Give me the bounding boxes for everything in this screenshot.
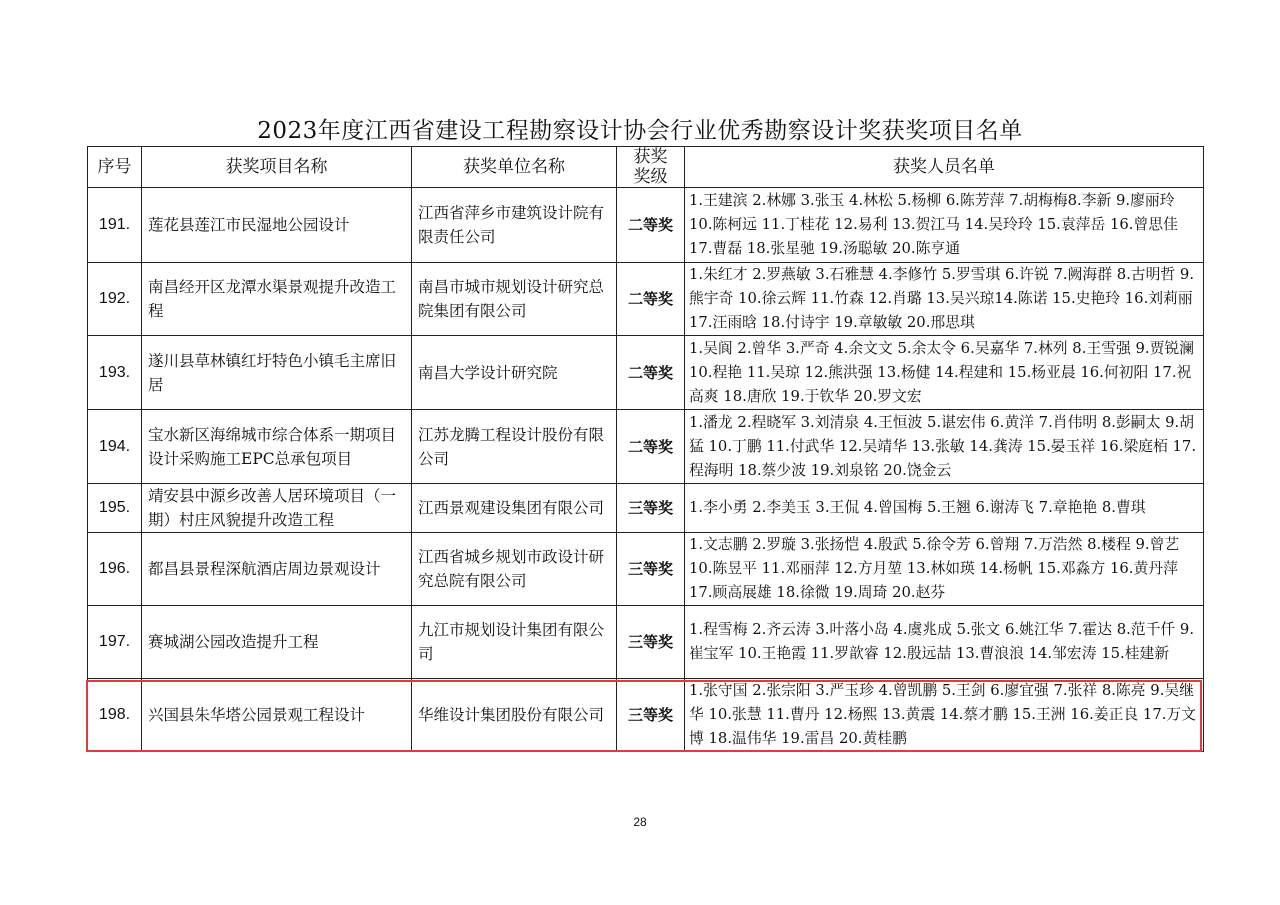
- table-header-row: [88, 147, 1204, 188]
- row-number: 195.: [88, 484, 142, 533]
- row-number: 196.: [88, 533, 142, 606]
- award-grade: 三等奖: [617, 606, 685, 679]
- project-name: 都昌县景程深航酒店周边景观设计: [142, 533, 412, 606]
- table-row: [88, 679, 1204, 752]
- project-name: 宝水新区海绵城市综合体系一期项目设计采购施工EPC总承包项目: [142, 410, 412, 484]
- staff-list: 1.程雪梅 2.齐云涛 3.叶落小岛 4.虞兆成 5.张文 6.姚江华 7.霍达 8.范千仟 9.崔宝军 10.王艳霞 11.罗歆睿 12.殷远喆 13.曹浪浪 14.邹宏涛 15.桂建新: [685, 606, 1204, 679]
- unit-name: 南昌市城市规划设计研究总院集团有限公司: [412, 263, 617, 336]
- row-number: 194.: [88, 410, 142, 484]
- staff-list: 1.潘龙 2.程晓军 3.刘清泉 4.王恒波 5.谌宏伟 6.黄洋 7.肖伟明 8.彭嗣太 9.胡猛 10.丁鹏 11.付武华 12.吴靖华 13.张敏 14.龚涛 15.晏玉祥 16.梁庭栢 17.程海明 18.蔡少波 19.刘泉铭 20.饶金云: [685, 410, 1204, 484]
- unit-name: 九江市规划设计集团有限公司: [412, 606, 617, 679]
- award-grade: 三等奖: [617, 533, 685, 606]
- page-number: 28: [633, 815, 647, 829]
- project-name: 兴国县朱华塔公园景观工程设计: [142, 679, 412, 752]
- header-grade: [617, 147, 685, 188]
- table-row: [88, 533, 1204, 606]
- document-title: 2023年度江西省建设工程勘察设计协会行业优秀勘察设计奖获奖项目名单: [257, 118, 1023, 144]
- staff-list: 1.吴阆 2.曾华 3.严奇 4.余文文 5.余太令 6.吴嘉华 7.林列 8.王雪强 9.贾锐澜 10.程艳 11.吴琼 12.熊洪强 13.杨健 14.程建和 15.杨亚晨 16.何初阳 17.祝高爽 18.唐欣 19.于钦华 20.罗文宏: [685, 336, 1204, 410]
- header-unit: 获奖单位名称: [412, 147, 617, 188]
- unit-name: 江苏龙腾工程设计股份有限公司: [412, 410, 617, 484]
- award-grade: 三等奖: [617, 679, 685, 752]
- table-row: [88, 484, 1204, 533]
- staff-list: 1.文志鹏 2.罗璇 3.张扬恺 4.殷武 5.徐令芳 6.曾翔 7.万浩然 8.楼程 9.曾艺 10.陈昱平 11.邓丽萍 12.方月堃 13.林如瑛 14.杨帆 15.邓淼方 16.黄丹萍 17.顾高展雄 18.徐微 19.周琦 20.赵芬: [685, 533, 1204, 606]
- project-name: 赛城湖公园改造提升工程: [142, 606, 412, 679]
- staff-list: 1.李小勇 2.李美玉 3.王侃 4.曾国梅 5.王翘 6.谢涛飞 7.章艳艳 8.曹琪: [685, 484, 1204, 533]
- staff-list: 1.王建滨 2.林娜 3.张玉 4.林松 5.杨柳 6.陈芳萍 7.胡梅梅8.李新 9.廖丽玲 10.陈柯远 11.丁桂花 12.易利 13.贺江马 14.吴玲玲 15.袁萍岳 16.曾思佳 17.曹磊 18.张星驰 19.汤聪敏 20.陈亨通: [685, 188, 1204, 263]
- award-grade: 三等奖: [617, 484, 685, 533]
- table-row: [88, 336, 1204, 410]
- table-row: [88, 263, 1204, 336]
- project-name: 遂川县草林镇红圩特色小镇毛主席旧居: [142, 336, 412, 410]
- award-grade: 二等奖: [617, 336, 685, 410]
- unit-name: 江西省萍乡市建筑设计院有限责任公司: [412, 188, 617, 263]
- staff-list: 1.张守国 2.张宗阳 3.严玉珍 4.曾凯鹏 5.王剑 6.廖宜强 7.张祥 8.陈亮 9.吴继华 10.张慧 11.曹丹 12.杨熙 13.黄震 14.蔡才鹏 15.王洲 16.姜正良 17.万文博 18.温伟华 19.雷昌 20.黄桂鹏: [685, 679, 1204, 752]
- row-number: 198.: [88, 679, 142, 752]
- project-name: 南昌经开区龙潭水渠景观提升改造工程: [142, 263, 412, 336]
- award-grade: 二等奖: [617, 263, 685, 336]
- header-staff: 获奖人员名单: [685, 147, 1204, 188]
- table-row: [88, 410, 1204, 484]
- unit-name: 南昌大学设计研究院: [412, 336, 617, 410]
- project-name: 靖安县中源乡改善人居环境项目（一期）村庄风貌提升改造工程: [142, 484, 412, 533]
- row-number: 193.: [88, 336, 142, 410]
- unit-name: 江西省城乡规划市政设计研究总院有限公司: [412, 533, 617, 606]
- unit-name: 华维设计集团股份有限公司: [412, 679, 617, 752]
- award-grade: 二等奖: [617, 188, 685, 263]
- table-row: [88, 188, 1204, 263]
- staff-list: 1.朱红才 2.罗燕敏 3.石雅慧 4.李修竹 5.罗雪琪 6.许锐 7.阙海群 8.古明哲 9.熊宇奇 10.徐云辉 11.竹森 12.肖璐 13.吴兴琼14.陈诺 15.史艳玲 16.刘莉丽 17.汪雨晗 18.付诗宇 19.章敏敏 20.邢思琪: [685, 263, 1204, 336]
- row-number: 191.: [88, 188, 142, 263]
- row-number: 197.: [88, 606, 142, 679]
- award-grade: 二等奖: [617, 410, 685, 484]
- table-row: [88, 606, 1204, 679]
- row-number: 192.: [88, 263, 142, 336]
- award-table: [87, 146, 1204, 752]
- unit-name: 江西景观建设集团有限公司: [412, 484, 617, 533]
- header-project: 获奖项目名称: [142, 147, 412, 188]
- project-name: 莲花县莲江市民湿地公园设计: [142, 188, 412, 263]
- header-grade-label: 获奖奖级: [633, 147, 668, 187]
- header-no: 序号: [88, 147, 142, 188]
